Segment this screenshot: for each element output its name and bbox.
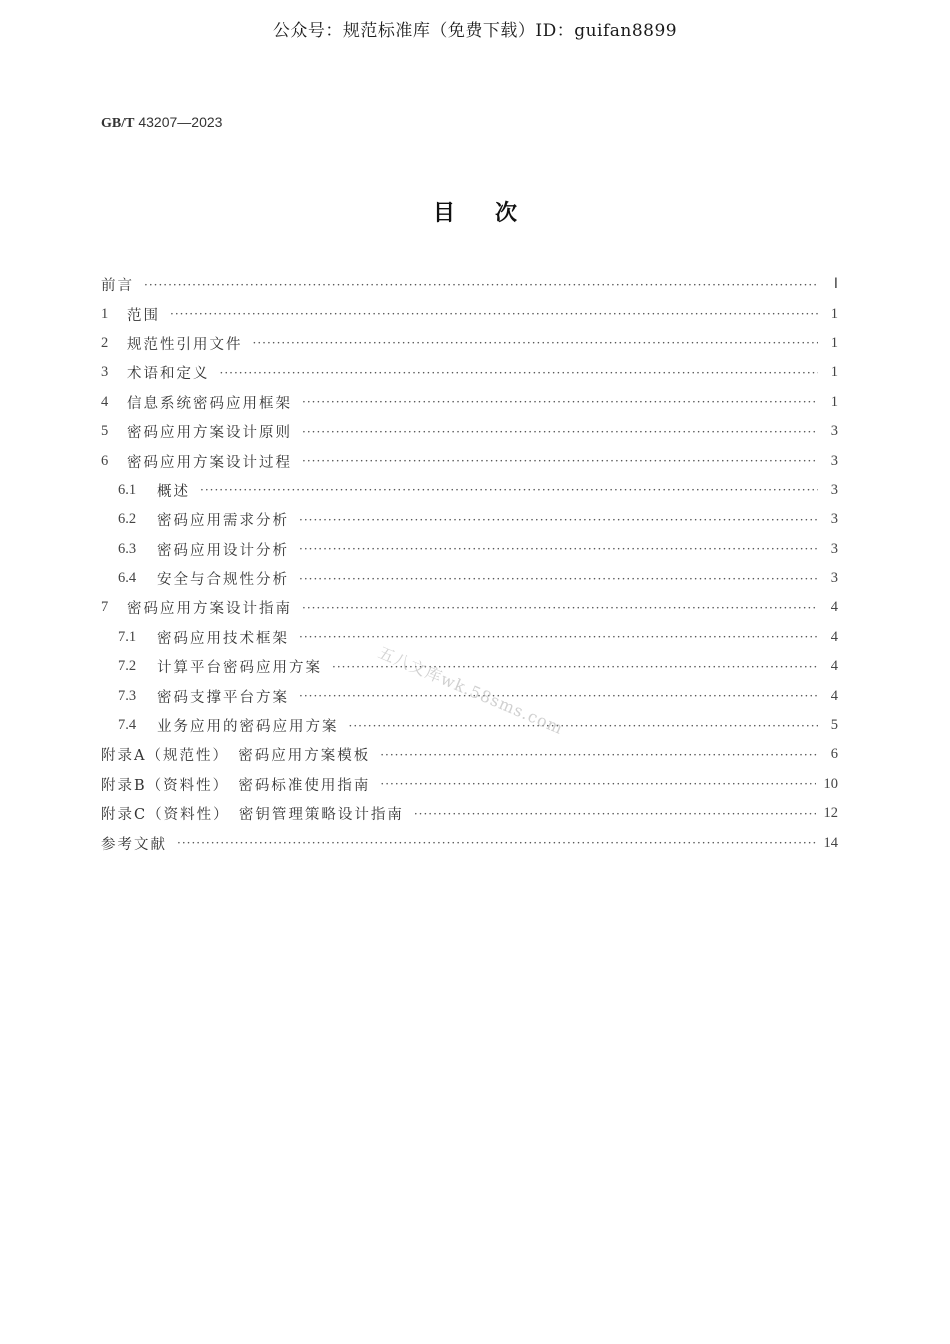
toc-entry-page: 5 [830, 717, 838, 734]
toc-entry-label [101, 451, 292, 472]
toc-entry-label [118, 568, 289, 589]
toc-entry-title: 密码应用需求分析 [157, 513, 289, 530]
toc-entry-page: 3 [830, 423, 838, 440]
toc-entry-label [101, 597, 292, 618]
toc-entry-number: 1 [101, 305, 109, 322]
toc-entry[interactable] [101, 740, 838, 769]
toc-entry-title: 规范性引用文件 [127, 336, 243, 353]
toc-entry-number: 4 [101, 393, 109, 410]
toc-leader-dots [200, 483, 818, 497]
standard-number [101, 114, 222, 132]
watermark: 五八文库wk.58sms.com [375, 642, 567, 739]
toc-entry-page: 4 [830, 628, 838, 645]
toc-entry-page: 1 [830, 364, 838, 381]
toc-leader-dots [380, 748, 818, 762]
toc-entry-title: 附录B（资料性） 密码标准使用指南 [101, 777, 371, 794]
toc-entry-label [118, 715, 339, 736]
toc-entry[interactable] [101, 446, 838, 475]
toc-entry-page: 4 [830, 599, 838, 616]
toc-entry[interactable] [101, 828, 838, 857]
toc-leader-dots [220, 366, 819, 380]
toc-leader-dots [414, 807, 816, 821]
toc-entry-label [101, 421, 292, 442]
toc-entry-title: 信息系统密码应用框架 [127, 395, 292, 412]
toc-entry-number: 7.1 [118, 628, 137, 645]
toc-entry[interactable] [101, 358, 838, 387]
toc-entry-page: Ⅰ [833, 276, 838, 293]
toc-entry-page: 12 [823, 805, 838, 822]
toc-entry-number: 7.2 [118, 658, 137, 675]
toc-entry-page: 6 [830, 746, 838, 763]
toc-entry-number: 2 [101, 334, 109, 351]
toc-leader-dots [299, 513, 818, 527]
toc-entry-number: 6.2 [118, 511, 137, 528]
toc-entry-page: 4 [830, 687, 838, 704]
standard-code: 43207—2023 [138, 114, 223, 130]
toc-entry[interactable] [101, 417, 838, 446]
toc-leader-dots [302, 454, 818, 468]
toc-leader-dots [299, 689, 818, 703]
toc-entry-label [101, 774, 370, 795]
toc-entry-title: 密码支撑平台方案 [157, 689, 289, 706]
toc-entry-label [118, 509, 289, 530]
toc-entry-number: 6.3 [118, 540, 137, 557]
toc-entry-title: 术语和定义 [127, 366, 210, 383]
toc-entry[interactable] [101, 535, 838, 564]
toc-entry-title: 密码应用设计分析 [157, 542, 289, 559]
toc-entry[interactable] [101, 593, 838, 622]
toc-leader-dots [349, 719, 819, 733]
toc-entry-page: 3 [830, 540, 838, 557]
toc-title: 目次 [432, 201, 557, 226]
toc-entry-number: 6.4 [118, 570, 137, 587]
toc-entry-number: 3 [101, 364, 109, 381]
toc-entry-label [118, 627, 289, 648]
toc-entry-title: 密码应用方案设计过程 [127, 454, 292, 471]
toc-entry-page: 3 [830, 570, 838, 587]
toc-entry[interactable] [101, 799, 838, 828]
toc-entry-number: 7.3 [118, 687, 137, 704]
toc-leader-dots [144, 278, 818, 292]
toc-leader-dots [299, 572, 818, 586]
toc-entry-label [101, 803, 404, 824]
toc-leader-dots [253, 336, 819, 350]
toc-entry-page: 3 [830, 511, 838, 528]
toc-entry-label [118, 539, 289, 560]
toc-entry-page: 3 [830, 452, 838, 469]
toc-entry-title: 计算平台密码应用方案 [157, 660, 322, 677]
toc-entry-label [118, 686, 289, 707]
toc-entry-page: 1 [830, 393, 838, 410]
toc-entry[interactable] [101, 329, 838, 358]
toc-entry[interactable] [101, 505, 838, 534]
toc-entry-title: 安全与合规性分析 [157, 572, 289, 589]
toc-entry-number: 6 [101, 452, 109, 469]
toc-entry[interactable] [101, 270, 838, 299]
toc-entry[interactable] [101, 623, 838, 652]
toc-entry-title: 前言 [101, 278, 134, 295]
toc-entry-page: 4 [830, 658, 838, 675]
toc-entry-page: 1 [830, 334, 838, 351]
toc-entry-label [118, 480, 190, 501]
toc-entry-number: 6.1 [118, 481, 137, 498]
toc-entry-title: 附录C（资料性） 密钥管理策略设计指南 [101, 807, 404, 824]
toc-entry-number: 7.4 [118, 717, 137, 734]
toc-entry-label [101, 333, 243, 354]
toc-entry-label [101, 274, 134, 295]
toc-entry-title: 范围 [127, 307, 160, 324]
toc-leader-dots [302, 395, 818, 409]
toc-leader-dots [380, 777, 815, 791]
toc-entry[interactable] [101, 711, 838, 740]
toc-leader-dots [299, 542, 818, 556]
toc-leader-dots [299, 630, 818, 644]
toc-entry-title: 参考文献 [101, 836, 167, 853]
table-of-contents [101, 270, 838, 858]
toc-entry-title: 业务应用的密码应用方案 [157, 719, 339, 736]
toc-entry[interactable] [101, 564, 838, 593]
toc-entry-label [101, 744, 370, 765]
toc-leader-dots [177, 836, 816, 850]
toc-leader-dots [302, 425, 818, 439]
toc-entry-label [118, 656, 322, 677]
toc-entry-page: 1 [830, 305, 838, 322]
toc-entry-title: 密码应用方案设计指南 [127, 601, 292, 618]
toc-entry-title: 概述 [157, 483, 190, 500]
wechat-banner: 公众号：规范标准库（免费下载）ID：guifan8899 [272, 21, 678, 41]
toc-entry-title: 附录A（规范性） 密码应用方案模板 [101, 748, 371, 765]
toc-entry-page: 3 [830, 481, 838, 498]
toc-entry-page: 10 [823, 775, 838, 792]
toc-leader-dots [302, 601, 818, 615]
standard-prefix: GB/T [101, 116, 135, 131]
toc-entry[interactable] [101, 476, 838, 505]
toc-entry-label [101, 392, 292, 413]
toc-entry-label [101, 833, 167, 854]
toc-entry-label [101, 362, 210, 383]
toc-entry-label [101, 304, 160, 325]
toc-entry-title: 密码应用方案设计原则 [127, 425, 292, 442]
toc-leader-dots [170, 307, 818, 321]
toc-entry[interactable] [101, 388, 838, 417]
toc-entry-title: 密码应用技术框架 [157, 630, 289, 647]
toc-entry[interactable] [101, 299, 838, 328]
toc-entry-page: 14 [823, 834, 838, 851]
toc-entry-number: 5 [101, 423, 109, 440]
toc-entry[interactable] [101, 770, 838, 799]
toc-entry-number: 7 [101, 599, 109, 616]
